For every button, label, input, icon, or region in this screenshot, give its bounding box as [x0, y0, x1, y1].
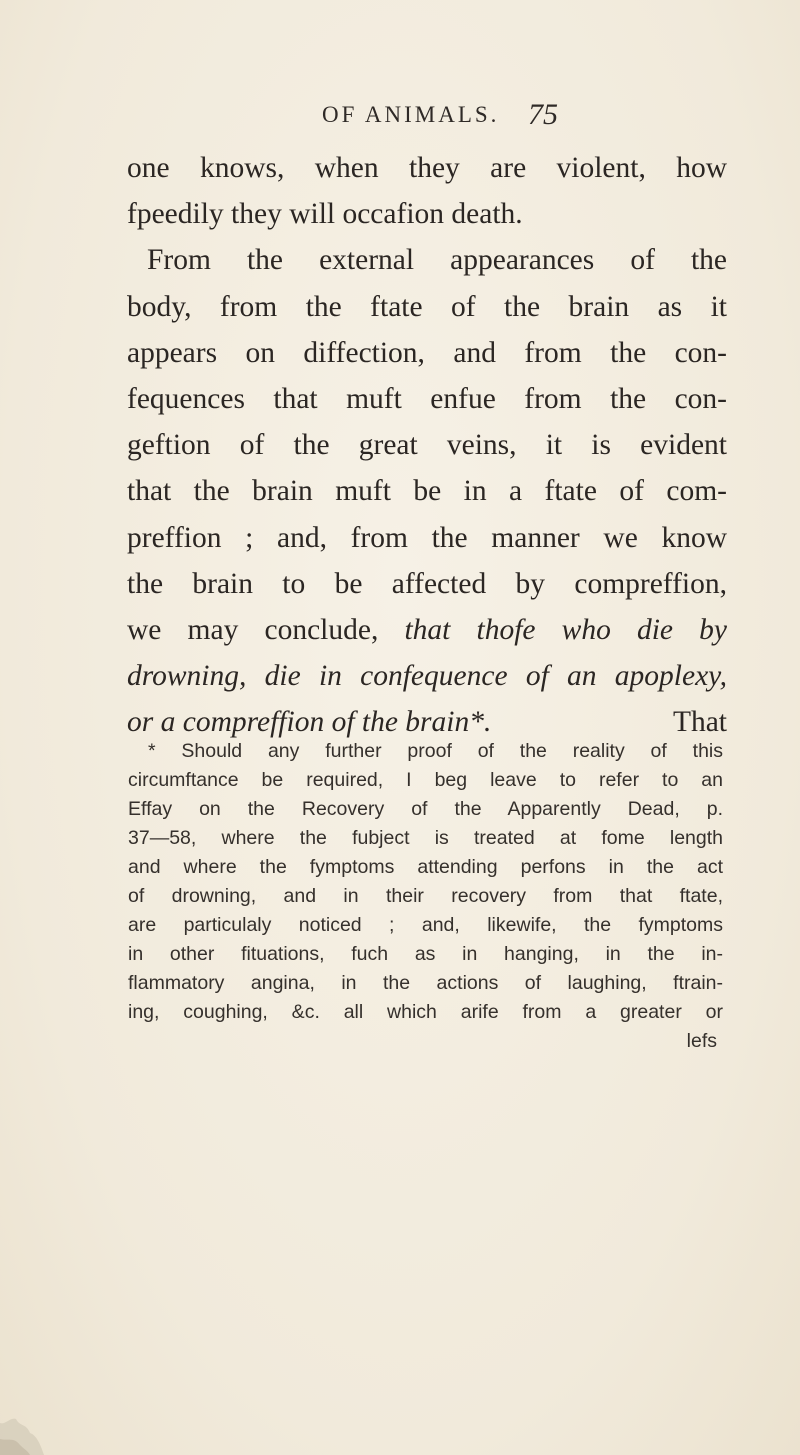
italic-text: or a compreffion of the brain*.: [127, 706, 492, 739]
text-line: [127, 607, 727, 653]
footnote: [128, 737, 723, 1056]
text-line: appears on diffection, and from the con-: [127, 336, 727, 369]
footnote-line: in other fituations, fuch as in hanging, in the in-: [128, 943, 723, 965]
text-line: From the external appearances of the: [147, 244, 727, 277]
footnote-line: and where the fymptoms attending perfons in the act: [128, 856, 723, 878]
footnote-line: 37—58, where the fubject is treated at fome length: [128, 827, 723, 849]
text-line: fpeedily they will occafion death.: [127, 198, 523, 231]
footnote-line: are particulaly noticed ; and, likewife, the fymptoms: [128, 914, 723, 936]
footnote-line: circumftance be required, I beg leave to refer to an: [128, 769, 723, 791]
page-header: [0, 78, 800, 138]
footnote-line: Effay on the Recovery of the Apparently Dead, p.: [128, 798, 723, 820]
footnote-line: of drowning, and in their recovery from that ftate,: [128, 885, 723, 907]
text-line: body, from the ftate of the brain as it: [127, 290, 727, 323]
text-span: we may conclude,: [127, 614, 405, 647]
italic-text: that thofe who die by: [404, 614, 727, 647]
text-line: that the brain muft be in a ftate of com-: [127, 475, 727, 508]
text-line: geftion of the great veins, it is evident: [127, 429, 727, 462]
text-line: preffion ; and, from the manner we know: [127, 521, 727, 554]
page-edge-mark: [0, 1405, 60, 1455]
main-text: [127, 145, 727, 746]
running-head: OF ANIMALS.: [322, 102, 500, 127]
text-line: the brain to be affected by compreffion,: [127, 567, 727, 600]
footnote-line: ing, coughing, &c. all which arife from a greater or: [128, 1001, 723, 1023]
text-line: one knows, when they are violent, how: [127, 152, 727, 184]
text-span: That: [672, 706, 727, 739]
text-line: fequences that muft enfue from the con-: [127, 383, 727, 416]
catchword: lefs: [686, 1030, 717, 1052]
page-number: 75: [528, 98, 558, 131]
italic-line: drowning, die in confequence of an apoplexy,: [127, 660, 727, 693]
footnote-line: flammatory angina, in the actions of laughing, ftrain-: [128, 972, 723, 994]
footnote-line: * Should any further proof of the reality of this: [148, 740, 723, 762]
